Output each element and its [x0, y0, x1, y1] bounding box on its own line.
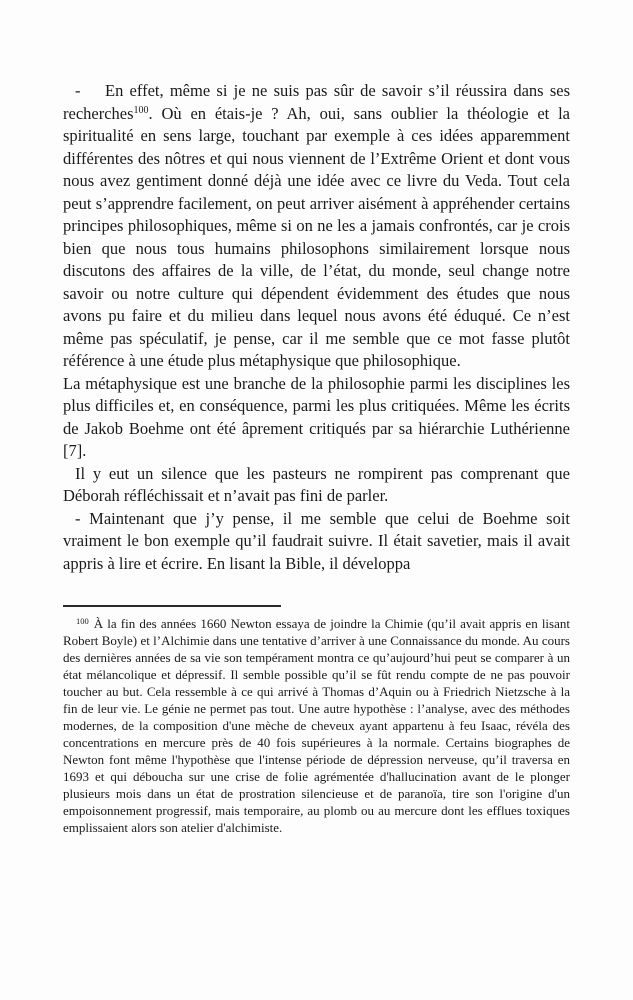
dialogue-dash: - [75, 81, 81, 100]
body-text [63, 80, 570, 575]
footnote-text: À la fin des années 1660 Newton essaya de joindre la Chimie (qu’il avait appris en lisant Robert Boyle) et l’Alchimie dans une tentative d’arriver à une Connaissance du monde. Au cours des dernières années de sa vie son tempérament montra ce qu’aujourd’hui peut se comparer à un état mélancolique et dépressif. Il semble possible qu’il se fût rendu compte de ne pas pouvoir toucher au but. Cela ressemble à ce qui arrivé à Thomas d’Aquin ou à Friedrich Nietzsche à la fin de leur vie. Le génie ne permet pas tout. Une autre hypothèse : l’analyse, avec des méthodes modernes, de la composition d'une mèche de cheveux ayant appartenu à feu Isaac, révéla des concentrations en mercure près de 40 fois supérieures à la normale. Certains biographes de Newton font même l'hypothèse que l'intense période de dépression nerveuse, qu’il traversa en 1693 et qui déboucha sur une crise de folie agrémentée d'hallucination avant de le plonger plusieurs mois dans un état de prostration silencieuse et de paranoïa, tire son l'origine d'un empoisonnement progressif, mais temporaire, au plomb ou au mercure dont les efflues toxiques emplissaient alors son atelier d'alchimiste. [63, 616, 570, 835]
paragraph-metaphysique: La métaphysique est une branche de la philosophie parmi les disciplines les plus difficiles et, en conséquence, parmi les plus critiquées. Même les écrits de Jakob Boehme ont été âprement critiqués par sa hiérarchie Luthérienne [7]. [63, 373, 570, 460]
footnote-reference-marker: 100 [133, 104, 149, 116]
paragraph-dialogue-2: - Maintenant que j’y pense, il me semble que celui de Boehme soit vraiment le bon exemple qu’il faudrait suivre. Il était savetier, mais il avait appris à lire et écrire. En lisant la Bible, il développa [63, 508, 570, 573]
paragraph-dialogue-1 [63, 80, 570, 373]
footnote-number: 100 [76, 616, 89, 626]
paragraph-text: En effet, même si je ne suis pas sûr de savoir s’il réussira dans ses recherches [63, 81, 570, 123]
paragraph-silence: Il y eut un silence que les pasteurs ne rompirent pas comprenant que Déborah réfléchissait et n’avait pas fini de parler. [63, 463, 570, 505]
paragraph-text: . Où en étais-je ? Ah, oui, sans oublier la théologie et la spiritualité en sens large, touchant par exemple à ces idées apparemment différentes des nôtres et qui nous viennent de l’Extrême Orient et dont vous nous avez gentiment donné déjà une idée avec ce livre du Veda. Tout cela peut s’apprendre facilement, on peut arriver aisément à appréhender certains principes philosophiques, même si on ne les a jamais confrontés, car je crois bien que nous tous humains philosophons similairement lorsque nous discutons des affaires de la ville, de l’état, du monde, seul change notre savoir ou notre culture qui dépendent évidemment des études que nous avons pu faire et du milieu dans lequel nous avons été éduqué. Ce n’est même pas spéculatif, je pense, car il me semble que ce mot fasse plutôt référence à une étude plus métaphysique que philosophique. [63, 103, 570, 370]
footnote [63, 615, 570, 836]
footnote-separator-rule [63, 605, 281, 607]
